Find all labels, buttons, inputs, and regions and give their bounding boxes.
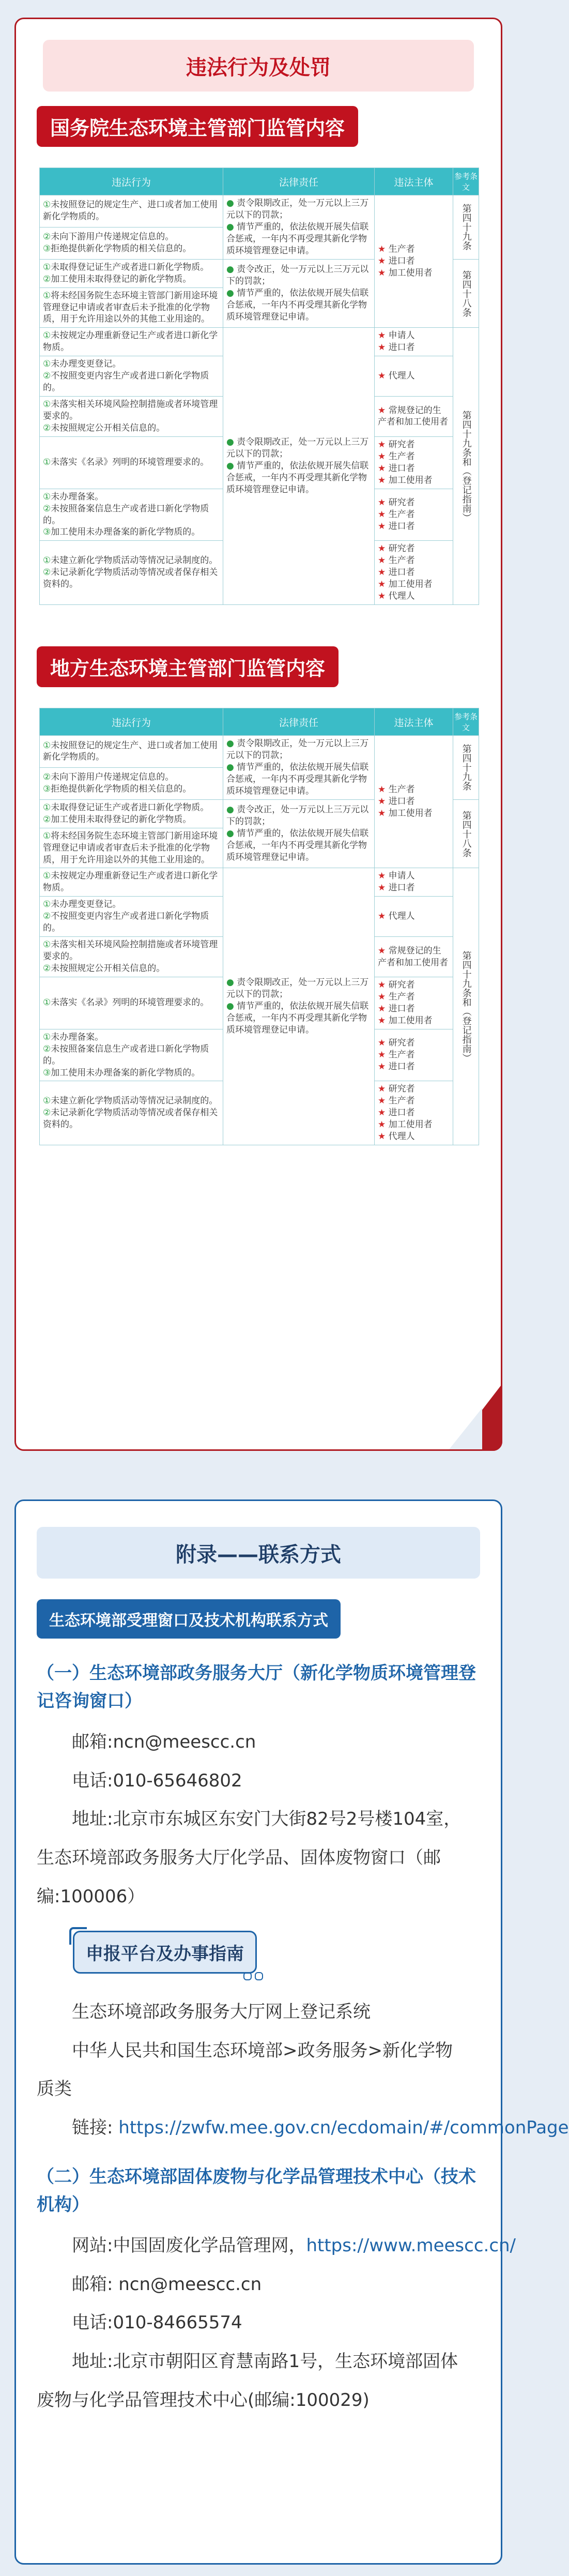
violation-cell: ①未按规定办理重新登记生产或者进口新化学物质。 [40, 328, 223, 356]
violation-cell: ①未办理变更登记。 ②不按照变更内容生产或者进口新化学物质的。 [40, 897, 223, 937]
page-fold-cut [449, 1408, 482, 1449]
table-row [40, 868, 479, 897]
platform-link[interactable]: https://zwfw.mee.gov.cn/ecdomain/#/commonPage [118, 2117, 569, 2139]
subsection-hall: （一）生态环境部政务服务大厅（新化学物质环境管理登记咨询窗口） [37, 1663, 476, 1712]
violation-cell: ①未取得登记证生产或者进口新化学物质。 ②加工使用未取得登记的新化学物质。 [40, 259, 223, 287]
liability-cell: ● 责令限期改正，处一万元以上三万元以下的罚款； ● 情节严重的，依法依规开展失信联合惩戒，一年内不再受理其新化学物质环境管理登记申请。 [223, 868, 375, 1145]
violation-cell: ①未按规定办理重新登记生产或者进口新化学物质。 [40, 868, 223, 897]
violation-cell: ①未落实《名录》列明的环境管理要求的。 [40, 436, 223, 489]
table2-heading: 地方生态环境主管部门监管内容 [37, 646, 339, 687]
violation-cell: ②未向下游用户传递规定信息的。 ③拒绝提供新化学物质的相关信息的。 [40, 227, 223, 259]
contact-heading: 生态环境部受理窗口及技术机构联系方式 [37, 1599, 341, 1639]
liability-cell: ● 责令限期改正，处一万元以上三万元以下的罚款； ● 情节严重的，依法依规开展失信联合惩戒，一年内不再受理其新化学物质环境管理登记申请。 [223, 195, 375, 260]
reference-cell: 第四十八条 [453, 259, 479, 328]
violation-cell: ①未建立新化学物质活动等情况记录制度的。 ②未记录新化学物质活动等情况或者保存相关资料的。 [40, 541, 223, 605]
col-liability: 法律责任 [223, 708, 375, 736]
col-subject: 违法主体 [375, 168, 453, 195]
violation-cell: ①未建立新化学物质活动等情况记录制度的。 ②未记录新化学物质活动等情况或者保存相关资料的。 [40, 1081, 223, 1145]
violation-cell: ①未落实相关环境风险控制措施或者环境管理要求的。 ②未按照规定公开相关信息的。 [40, 397, 223, 437]
subject-cell: ★ 申请人 ★ 进口者 [375, 328, 453, 356]
violation-cell: ①未办理备案。 ②未按照备案信息生产或者进口新化学物质的。 ③加工使用未办理备案的新化学物质的。 [40, 489, 223, 541]
appendix-section [14, 1499, 569, 2565]
center-site-row [37, 2226, 516, 2265]
reference-cell: 第四十八条 [453, 799, 479, 868]
violation-cell: ①将未经国务院生态环境主管部门新用途环境管理登记申请或者审查后未予批准的化学物质，用于允许用途以外的其他工业用途的。 [40, 287, 223, 328]
subject-cell: ★ 代理人 [375, 897, 453, 937]
platform-name: 生态环境部政务服务大厅网上登记系统 [72, 2001, 371, 2022]
table-row [40, 736, 479, 768]
center-phone: 电话:010-84665574 [72, 2312, 242, 2333]
subject-cell: ★ 常规登记的生产者和加工使用者 [375, 937, 453, 977]
subject-cell: ★ 研究者 ★ 生产者 ★ 进口者 ★ 加工使用者 ★ 代理人 [375, 1081, 453, 1145]
col-reference: 参考条文 [453, 168, 479, 195]
col-subject: 违法主体 [375, 708, 453, 736]
subject-cell: ★ 研究者 ★ 生产者 ★ 进口者 ★ 加工使用者 [375, 977, 453, 1029]
subsection-center: （二）生态环境部固体废物与化学品管理技术中心（技术机构） [37, 2166, 476, 2216]
violation-cell: ①未按照登记的规定生产、进口或者加工使用新化学物质的。 [40, 195, 223, 228]
table-header-row [40, 168, 479, 195]
subject-cell: ★ 代理人 [375, 356, 453, 397]
hall-email: 邮箱:ncn@meescc.cn [72, 1731, 256, 1752]
subject-cell: ★ 研究者 ★ 生产者 ★ 进口者 [375, 1029, 453, 1081]
center-address: 地址:北京市朝阳区育慧南路1号，生态环境部固体废物与化学品管理技术中心(邮编:100029) [37, 2351, 458, 2411]
subject-cell: ★ 研究者 ★ 生产者 ★ 进口者 ★ 加工使用者 ★ 代理人 [375, 541, 453, 605]
subject-cell: ★ 生产者 ★ 进口者 ★ 加工使用者 [375, 736, 453, 868]
subject-cell: ★ 申请人 ★ 进口者 [375, 868, 453, 897]
table-header-row [40, 708, 479, 736]
violation-cell: ①未办理变更登记。 ②不按照变更内容生产或者进口新化学物质的。 [40, 356, 223, 397]
subject-cell: ★ 常规登记的生产者和加工使用者 [375, 397, 453, 437]
violation-cell: ①将未经国务院生态环境主管部门新用途环境管理登记申请或者审查后未予批准的化学物质，用于允许用途以外的其他工业用途的。 [40, 828, 223, 868]
violation-cell: ①未取得登记证生产或者进口新化学物质。 ②加工使用未取得登记的新化学物质。 [40, 799, 223, 828]
hall-address: 地址:北京市东城区东安门大街82号2号楼104室，生态环境部政务服务大厅化学品、固体废物窗口（邮编:100006） [37, 1809, 462, 1907]
liability-cell: ● 责令改正，处一万元以上三万元以下的罚款； ● 情节严重的，依法依规开展失信联合惩戒，一年内不再受理其新化学物质环境管理登记申请。 [223, 259, 375, 328]
speech-dots-icon [243, 1972, 266, 1982]
platform-path: 中华人民共和国生态环境部>政务服务>新化学物质类 [37, 2040, 453, 2100]
col-reference: 参考条文 [453, 708, 479, 736]
subject-cell: ★ 研究者 ★ 生产者 ★ 进口者 ★ 加工使用者 [375, 436, 453, 489]
table-row [40, 328, 479, 356]
col-violation: 违法行为 [40, 708, 223, 736]
violation-cell: ①未落实《名录》列明的环境管理要求的。 [40, 977, 223, 1029]
reference-cell: 第四十九条 [453, 736, 479, 800]
violation-cell: ①未办理备案。 ②未按照备案信息生产或者进口新化学物质的。 ③加工使用未办理备案的新化学物质的。 [40, 1029, 223, 1081]
col-violation: 违法行为 [40, 168, 223, 195]
table1 [39, 168, 479, 605]
table1-heading: 国务院生态环境主管部门监管内容 [37, 106, 358, 147]
liability-cell: ● 责令限期改正，处一万元以上三万元以下的罚款； ● 情节严重的，依法依规开展失信联合惩戒，一年内不再受理其新化学物质环境管理登记申请。 [223, 736, 375, 800]
center-email: 邮箱: ncn@meescc.cn [72, 2274, 262, 2295]
reference-cell: 第四十九条和（登记指南） [453, 328, 479, 605]
table-row [40, 195, 479, 228]
reference-cell: 第四十九条 [453, 195, 479, 260]
liability-cell: ● 责令限期改正，处一万元以上三万元以下的罚款； ● 情节严重的，依法依规开展失信联合惩戒，一年内不再受理其新化学物质环境管理登记申请。 [223, 328, 375, 605]
site-label: 网站:中国固废化学品管理网， [72, 2235, 306, 2256]
violations-section [14, 18, 502, 1451]
reference-cell: 第四十九条和（登记指南） [453, 868, 479, 1145]
platform-link-row [37, 2109, 569, 2147]
platform-badge-wrap [73, 1931, 501, 1988]
link-label: 链接: [72, 2117, 113, 2139]
subject-cell: ★ 生产者 ★ 进口者 ★ 加工使用者 [375, 195, 453, 328]
section-title: 违法行为及处罚 [43, 40, 474, 92]
subject-cell: ★ 研究者 ★ 生产者 ★ 进口者 [375, 489, 453, 541]
table2 [39, 708, 479, 1145]
liability-cell: ● 责令改正，处一万元以上三万元以下的罚款； ● 情节严重的，依法依规开展失信联合惩戒，一年内不再受理其新化学物质环境管理登记申请。 [223, 799, 375, 868]
appendix-title: 附录——联系方式 [37, 1527, 480, 1579]
violation-cell: ②未向下游用户传递规定信息的。 ③拒绝提供新化学物质的相关信息的。 [40, 767, 223, 799]
hall-phone: 电话:010-65646802 [72, 1770, 242, 1791]
center-site-link[interactable]: https://www.meescc.cn/ [306, 2235, 516, 2256]
violation-cell: ①未落实相关环境风险控制措施或者环境管理要求的。 ②未按照规定公开相关信息的。 [40, 937, 223, 977]
platform-badge: 申报平台及办事指南 [73, 1931, 257, 1974]
col-liability: 法律责任 [223, 168, 375, 195]
violation-cell: ①未按照登记的规定生产、进口或者加工使用新化学物质的。 [40, 736, 223, 768]
